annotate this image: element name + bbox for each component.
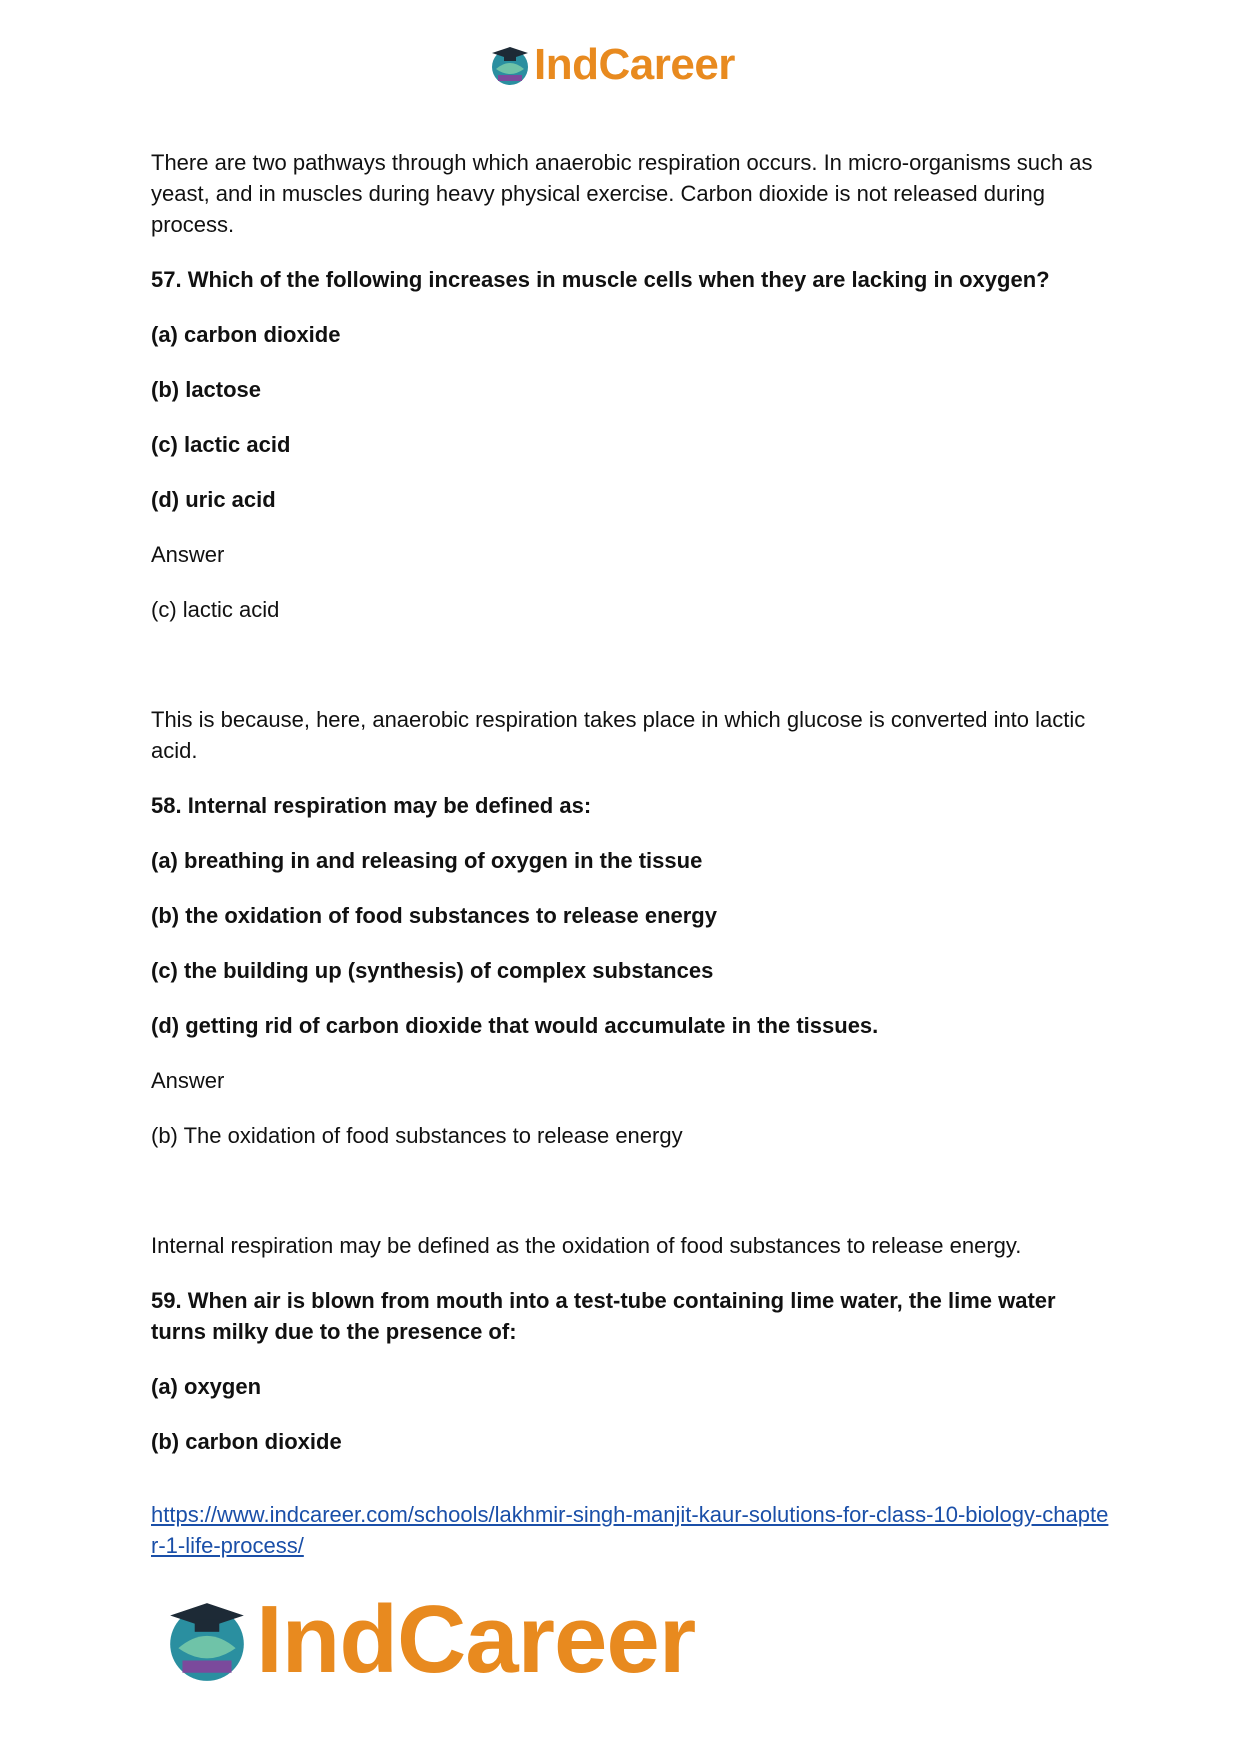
q58-explanation: Internal respiration may be defined as the oxidation of food substances to release energy. bbox=[151, 1233, 1022, 1258]
q57-answer: (c) lactic acid bbox=[151, 597, 280, 622]
q58-option-d: (d) getting rid of carbon dioxide that would accumulate in the tissues. bbox=[151, 1013, 879, 1038]
q57-option-a: (a) carbon dioxide bbox=[151, 322, 341, 347]
brand-name: IndCareer bbox=[256, 1586, 696, 1693]
globe-graduation-cap-icon bbox=[488, 43, 532, 87]
q58-answer-label: Answer bbox=[151, 1068, 225, 1093]
q58-answer: (b) The oxidation of food substances to release energy bbox=[151, 1123, 683, 1148]
question-59: 59. When air is blown from mouth into a test-tube containing lime water, the lime water turns milky due to the presence of: bbox=[151, 1288, 1056, 1344]
q57-answer-label: Answer bbox=[151, 542, 225, 567]
question-58: 58. Internal respiration may be defined as: bbox=[151, 793, 592, 818]
question-57: 57. Which of the following increases in muscle cells when they are lacking in oxygen? bbox=[151, 267, 1050, 292]
header-logo bbox=[488, 42, 735, 88]
q57-option-d: (d) uric acid bbox=[151, 487, 276, 512]
q59-option-a: (a) oxygen bbox=[151, 1374, 262, 1399]
source-link[interactable]: https://www.indcareer.com/schools/lakhmir-singh-manjit-kaur-solutions-for-class-10-biology-chapter-1-life-process/ bbox=[151, 1502, 1109, 1558]
q57-option-b: (b) lactose bbox=[151, 377, 262, 402]
globe-graduation-cap-icon bbox=[162, 1595, 252, 1685]
q57-explanation: This is because, here, anaerobic respiration takes place in which glucose is converted into lactic acid. bbox=[151, 707, 1086, 763]
q58-option-c: (c) the building up (synthesis) of complex substances bbox=[151, 958, 714, 983]
document-body bbox=[151, 147, 1111, 1561]
q58-option-a: (a) breathing in and releasing of oxygen in the tissue bbox=[151, 848, 703, 873]
q59-option-b: (b) carbon dioxide bbox=[151, 1429, 342, 1454]
q57-option-c: (c) lactic acid bbox=[151, 432, 291, 457]
brand-name: IndCareer bbox=[534, 40, 735, 89]
q58-option-b: (b) the oxidation of food substances to release energy bbox=[151, 903, 717, 928]
footer-logo bbox=[162, 1586, 696, 1693]
intro-paragraph: There are two pathways through which anaerobic respiration occurs. In micro-organisms such as yeast, and in muscles during heavy physical exercise. Carbon dioxide is not released during process. bbox=[151, 150, 1093, 237]
